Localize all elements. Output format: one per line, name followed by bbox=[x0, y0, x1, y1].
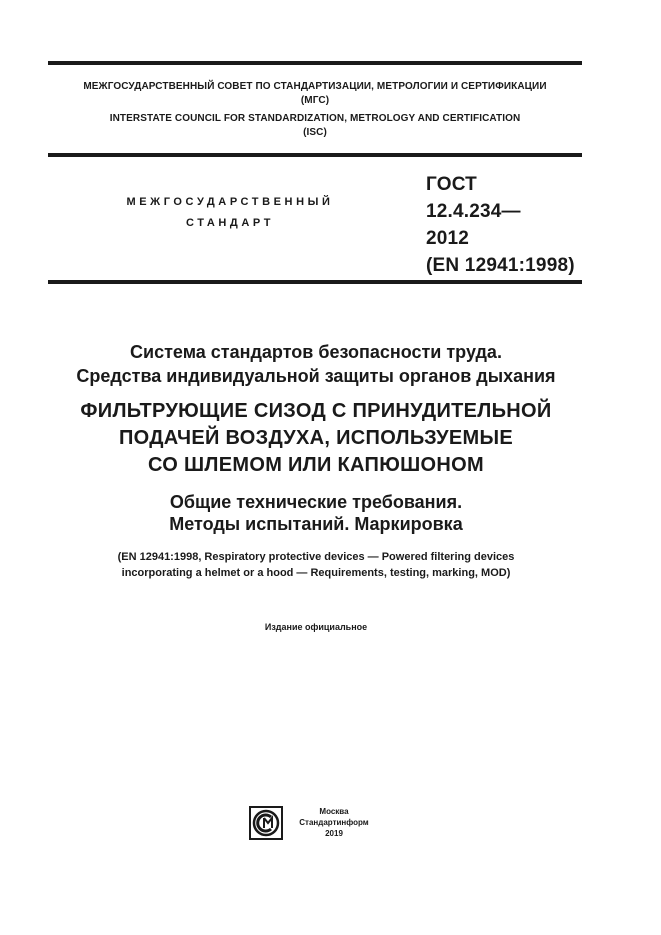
standard-kind-line2: СТАНДАРТ bbox=[185, 217, 275, 229]
council-ru-abbr: (МГС) bbox=[300, 95, 330, 106]
council-en-name: INTERSTATE COUNCIL FOR STANDARDIZATION, METROLOGY AND CERTIFICATION bbox=[109, 113, 521, 124]
standard-kind bbox=[100, 192, 360, 234]
title-sub-line2: Методы испытаний. Маркировка bbox=[169, 514, 463, 534]
title-en-line1: (EN 12941:1998, Respiratory protective devices — Powered filtering devices bbox=[117, 551, 515, 563]
publisher-name: Стандартинформ bbox=[299, 818, 369, 827]
title-series-line2: Средства индивидуальной защиты органов дыхания bbox=[76, 366, 556, 386]
title-series bbox=[30, 340, 602, 388]
title-main-line2: ПОДАЧЕЙ ВОЗДУХА, ИСПОЛЬЗУЕМЫЕ bbox=[118, 427, 513, 449]
standard-code bbox=[426, 171, 575, 279]
top-rule bbox=[48, 61, 582, 65]
publisher-year: 2019 bbox=[325, 829, 343, 838]
title-sub-line1: Общие технические требования. bbox=[169, 492, 463, 512]
title-main-line1: ФИЛЬТРУЮЩИЕ СИЗОД С ПРИНУДИТЕЛЬНОЙ bbox=[80, 400, 552, 422]
edition-label: Издание официальное bbox=[264, 622, 368, 632]
standard-code-en: (EN 12941:1998) bbox=[426, 255, 575, 276]
council-en-abbr: (ISC) bbox=[303, 127, 327, 138]
title-main bbox=[30, 398, 602, 479]
standard-code-prefix: ГОСТ bbox=[426, 174, 477, 195]
council-en bbox=[48, 112, 582, 140]
bottom-rule bbox=[48, 280, 582, 284]
publisher bbox=[296, 806, 372, 839]
standard-kind-line1: МЕЖГОСУДАРСТВЕННЫЙ bbox=[126, 196, 334, 208]
title-english bbox=[30, 549, 602, 581]
council-ru bbox=[48, 80, 582, 108]
publisher-city: Москва bbox=[319, 807, 349, 816]
standartinform-logo-icon bbox=[249, 806, 283, 840]
title-main-line3: СО ШЛЕМОМ ИЛИ КАПЮШОНОМ bbox=[148, 454, 484, 476]
title-en-line2: incorporating a helmet or a hood — Requirements, testing, marking, MOD) bbox=[121, 567, 511, 579]
title-subtitle bbox=[30, 491, 602, 535]
title-series-line1: Система стандартов безопасности труда. bbox=[130, 342, 502, 362]
middle-rule bbox=[48, 153, 582, 157]
standard-code-year: 2012 bbox=[426, 228, 470, 249]
standard-code-number: 12.4.234— bbox=[426, 201, 521, 222]
council-ru-name: МЕЖГОСУДАРСТВЕННЫЙ СОВЕТ ПО СТАНДАРТИЗАЦИИ, МЕТРОЛОГИИ И СЕРТИФИКАЦИИ bbox=[83, 81, 547, 92]
